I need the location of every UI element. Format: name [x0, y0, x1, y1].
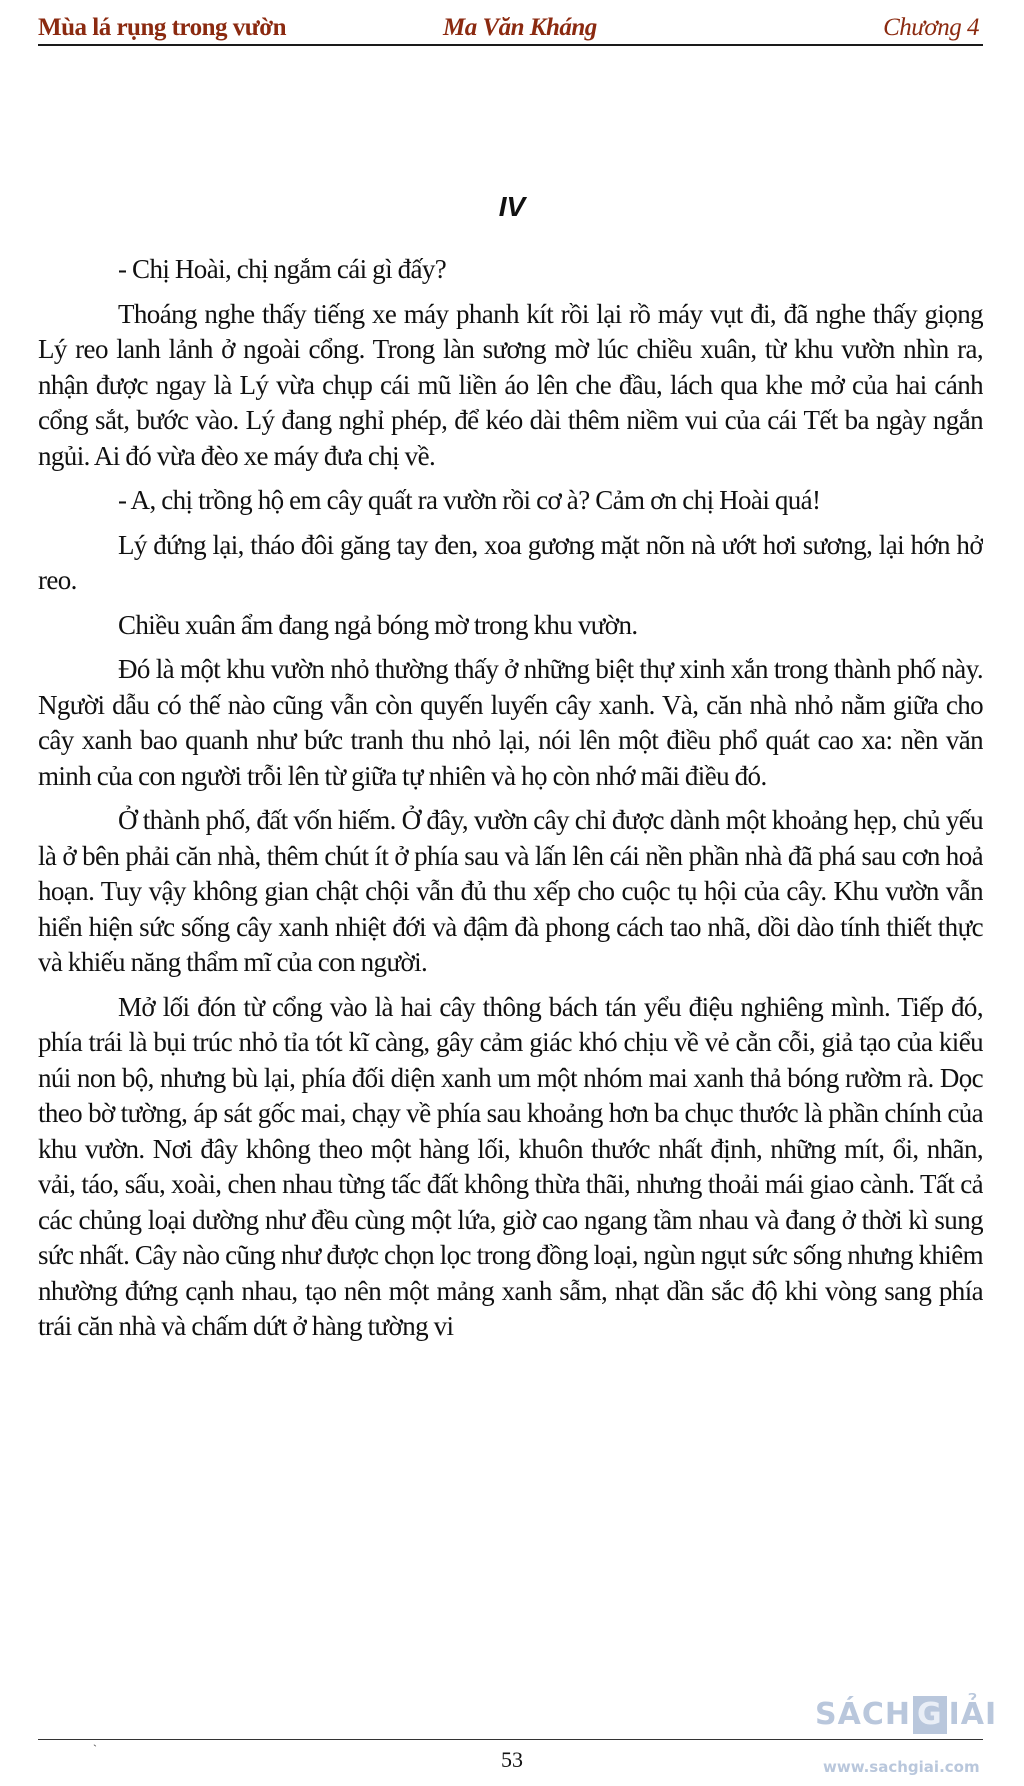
- watermark-logo: [815, 1696, 1020, 1786]
- body-text: [38, 252, 983, 1692]
- paragraph: - Chị Hoài, chị ngắm cái gì đấy?: [118, 254, 447, 284]
- watermark-url: www.sachgiai.com: [823, 1758, 980, 1776]
- paragraph: Chiều xuân ẩm đang ngả bóng mờ trong khu vườn.: [118, 609, 638, 640]
- watermark-brand-left: SÁCH: [815, 1697, 911, 1732]
- chapter-heading: IV: [498, 191, 526, 222]
- watermark-brand: [815, 1696, 997, 1734]
- paragraph: Ở thành phố, đất vốn hiếm. Ở đây, vườn cây chỉ được dành một khoảng hẹp, chủ yếu là ở bên phải căn nhà, thêm chút ít ở phía sau và lấn lên cái nền phần nhà đã phá sau cơn hoả hoạn. Tuy vậy không gian chật chội vẫn đủ thu xếp cho cuộc tụ hội của cây. Khu vườn vẫn hiển hiện sức sống cây xanh nhiệt đới và đậm đà phong cách tao nhã, dồi dào tính thiết thực và khiếu năng thẩm mĩ của con người.: [38, 805, 983, 977]
- paragraph: Mở lối đón từ cổng vào là hai cây thông bách tán yểu điệu nghiêng mình. Tiếp đó, phía trái là bụi trúc nhỏ tỉa tót kĩ càng, gây cảm giác khó chịu về vẻ cằn cỗi, giả tạo của kiểu núi non bộ, nhưng bù lại, phía đối diện xanh um một nhóm mai xanh thả bóng rườm rà. Dọc theo bờ tường, áp sát gốc mai, chạy về phía sau khoảng hơn ba chục thước là phần chính của khu vườn. Nơi đây không theo một hàng lối, khuôn thước nhất định, những mít, ổi, nhãn, vải, táo, sấu, xoài, chen nhau từng tấc đất không thừa thãi, nhưng thoải mái giao cành. Tất cả các chủng loại dường như đều cùng một lứa, giờ cao ngang tầm nhau và đang ở thời kì sung sức nhất. Cây nào cũng như được chọn lọc trong đồng loại, ngùn ngụt sức sống nhưng khiêm nhường đứng cạnh nhau, tạo nên một mảng xanh sẫm, nhạt dần sắc độ khi vòng sang phía trái căn nhà và chấm dứt ở hàng tường vi: [38, 991, 983, 1341]
- author-name: Ma Văn Kháng: [443, 14, 597, 41]
- watermark-brand-right: IẢI: [948, 1697, 998, 1732]
- paragraph: - A, chị trồng hộ em cây quất ra vườn rồi cơ à? Cảm ơn chị Hoài quá!: [118, 485, 821, 515]
- watermark-brand-box: G: [913, 1696, 947, 1734]
- page-number: 53: [501, 1747, 523, 1772]
- book-title: Mùa lá rụng trong vườn: [38, 14, 286, 41]
- stray-mark: `: [93, 1742, 97, 1756]
- running-header: [38, 12, 983, 46]
- paragraph: Thoáng nghe thấy tiếng xe máy phanh kít rồi lại rồ máy vụt đi, đã nghe thấy giọng Lý reo lanh lảnh ở ngoài cổng. Trong làn sương mờ lúc chiều xuân, từ khu vườn nhìn ra, nhận được ngay là Lý vừa chụp cái mũ liền áo lên che đầu, lách qua khe mở của hai cánh cổng sắt, bước vào. Lý đang nghỉ phép, để kéo dài thêm niềm vui của cái Tết ba ngày ngắn ngủi. Ai đó vừa đèo xe máy đưa chị về.: [38, 298, 983, 471]
- paragraph: Đó là một khu vườn nhỏ thường thấy ở những biệt thự xinh xắn trong thành phố này. Người dẫu có thế nào cũng vẫn còn quyến luyến cây xanh. Và, căn nhà nhỏ nằm giữa cho cây xanh bao quanh như bức tranh thu nhỏ lại, nói lên một điều phổ quát cao xa: nền văn minh của con người trỗi lên từ giữa tự nhiên và họ còn nhớ mãi điều đó.: [38, 654, 983, 791]
- chapter-label: Chương 4: [883, 14, 979, 41]
- paragraph: Lý đứng lại, tháo đôi găng tay đen, xoa gương mặt nõn nà ướt hơi sương, lại hớn hở reo.: [38, 529, 983, 595]
